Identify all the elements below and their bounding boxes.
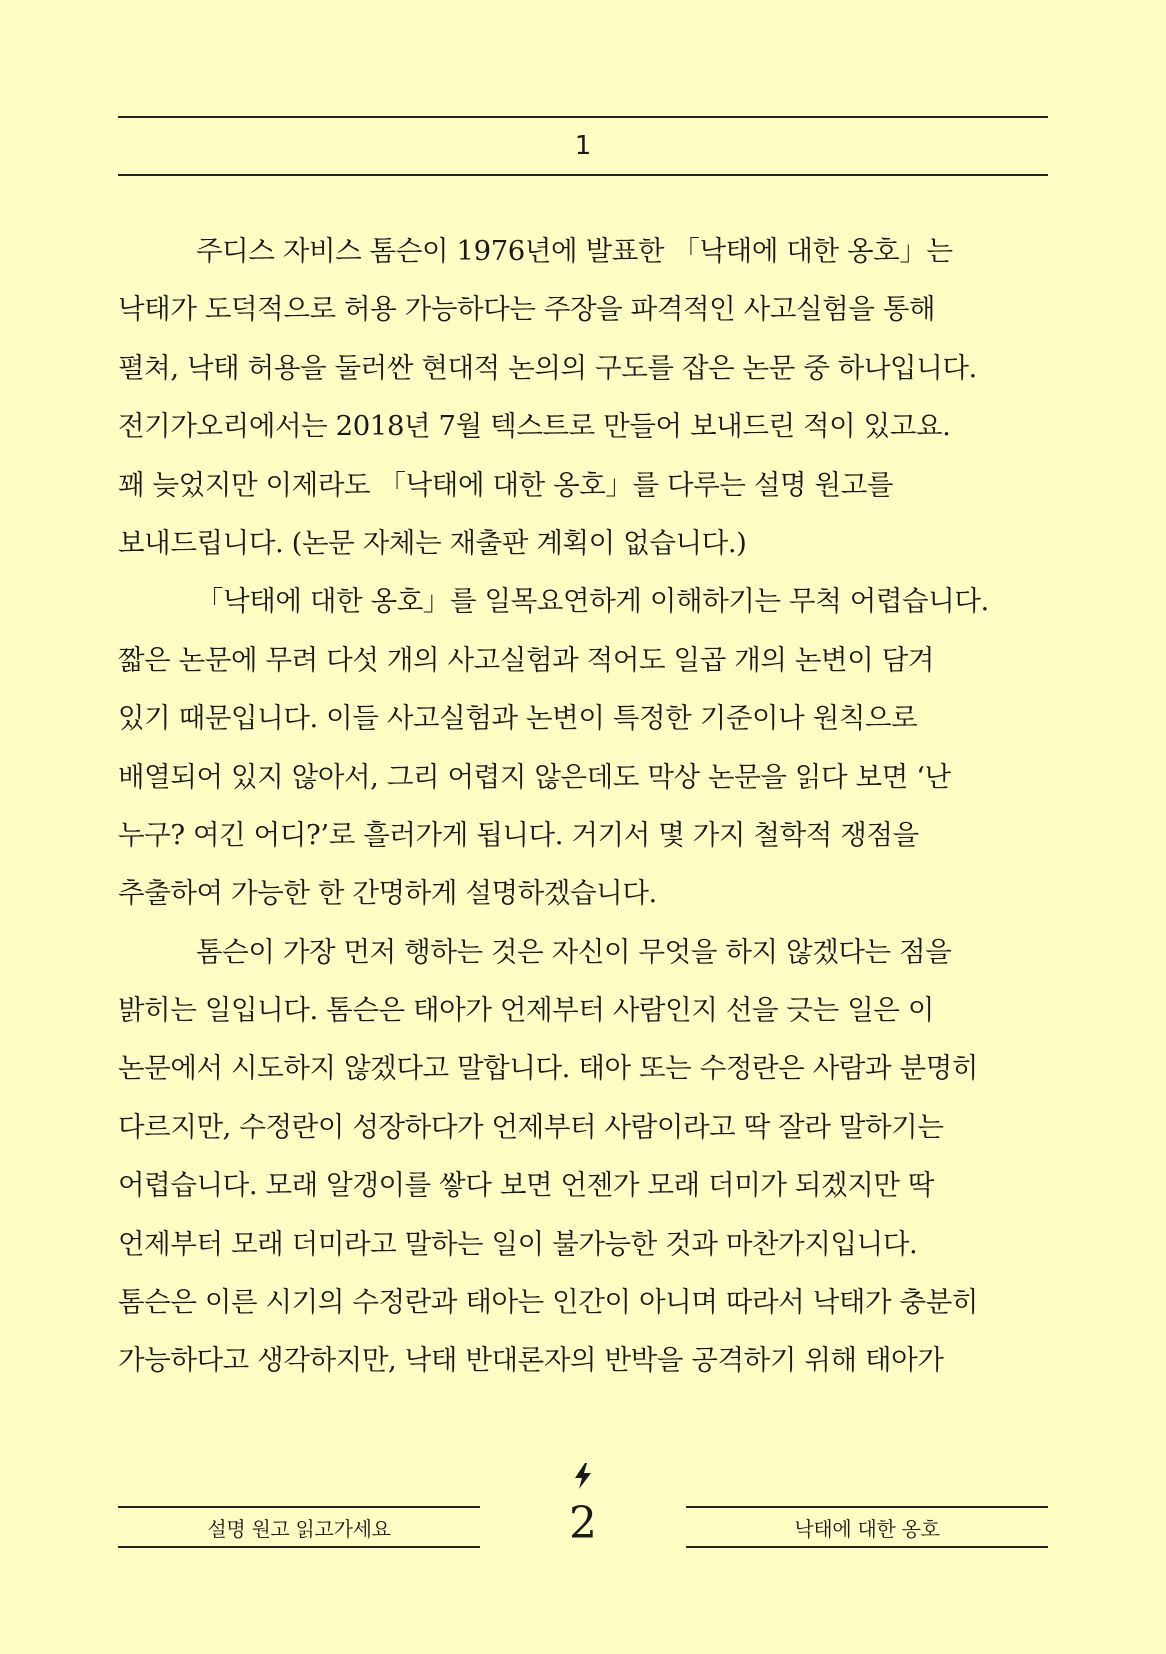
page-number: 2 [569,1498,597,1549]
footer-right-text: 낙태에 대한 옹호 [794,1516,940,1541]
paragraph-line: 짧은 논문에 무려 다섯 개의 사고실험과 적어도 일곱 개의 논변이 담겨 [118,643,935,676]
paragraph-line: 밝히는 일입니다. 톰슨은 태아가 언제부터 사람인지 선을 긋는 일은 이 [118,994,935,1027]
paragraph-line: 가능하다고 생각하지만, 낙태 반대론자의 반박을 공격하기 위해 태아가 [118,1344,944,1377]
header-top-rule [118,116,1048,118]
paragraph-line: 누구? 여긴 어디?’로 흘러가게 됩니다. 거기서 몇 가지 철학적 쟁점을 [118,818,919,851]
section-number: 1 [574,131,592,161]
footer-left-label [118,1506,480,1548]
footer-left-text: 설명 원고 읽고가세요 [207,1516,391,1541]
paragraph-line: 다르지만, 수정란이 성장하다가 언제부터 사람이라고 딱 잘라 말하기는 [118,1110,944,1143]
body-text [118,222,1048,1390]
paragraph-line: 보내드립니다. (논문 자체는 재출판 계획이 없습니다.) [118,526,747,559]
footer-right-label [686,1506,1048,1548]
paragraph-line: 배열되어 있지 않아서, 그리 어렵지 않은데도 막상 논문을 읽다 보면 ‘난 [118,760,951,793]
paragraph-line: 낙태가 도덕적으로 허용 가능하다는 주장을 파격적인 사고실험을 통해 [118,293,936,326]
paragraph-line: 언제부터 모래 더미라고 말하는 일이 불가능한 것과 마찬가지입니다. [118,1227,918,1260]
paragraph-line: 논문에서 시도하지 않겠다고 말합니다. 태아 또는 수정란은 사람과 분명히 [118,1052,979,1085]
header-bottom-rule [118,174,1048,176]
paragraph-line: 「낙태에 대한 옹호」를 일목요연하게 이해하기는 무척 어렵습니다. [196,585,989,618]
paragraph-line: 주디스 자비스 톰슨이 1976년에 발표한 「낙태에 대한 옹호」는 [196,235,953,267]
paragraph-line: 톰슨이 가장 먼저 행하는 것은 자신이 무엇을 하지 않겠다는 점을 [196,935,952,968]
paragraph-line: 추출하여 가능한 한 간명하게 설명하겠습니다. [118,877,657,910]
paragraph-line: 꽤 늦었지만 이제라도 「낙태에 대한 옹호」를 다루는 설명 원고를 [118,468,894,501]
paragraph-line: 어렵습니다. 모래 알갱이를 쌓다 보면 언젠가 모래 더미가 되겠지만 딱 [118,1169,935,1202]
paragraph-line: 톰슨은 이른 시기의 수정란과 태아는 인간이 아니며 따라서 낙태가 충분히 [118,1286,979,1319]
paragraph-line: 펼쳐, 낙태 허용을 둘러싼 현대적 논의의 구도를 잡은 논문 중 하나입니다. [118,351,977,384]
paragraph-line: 있기 때문입니다. 이들 사고실험과 논변이 특정한 기준이나 원칙으로 [118,702,918,735]
paragraph-line: 전기가오리에서는 2018년 7월 텍스트로 만들어 보내드린 적이 있고요. [118,410,951,443]
lightning-bolt-icon [572,1463,594,1489]
